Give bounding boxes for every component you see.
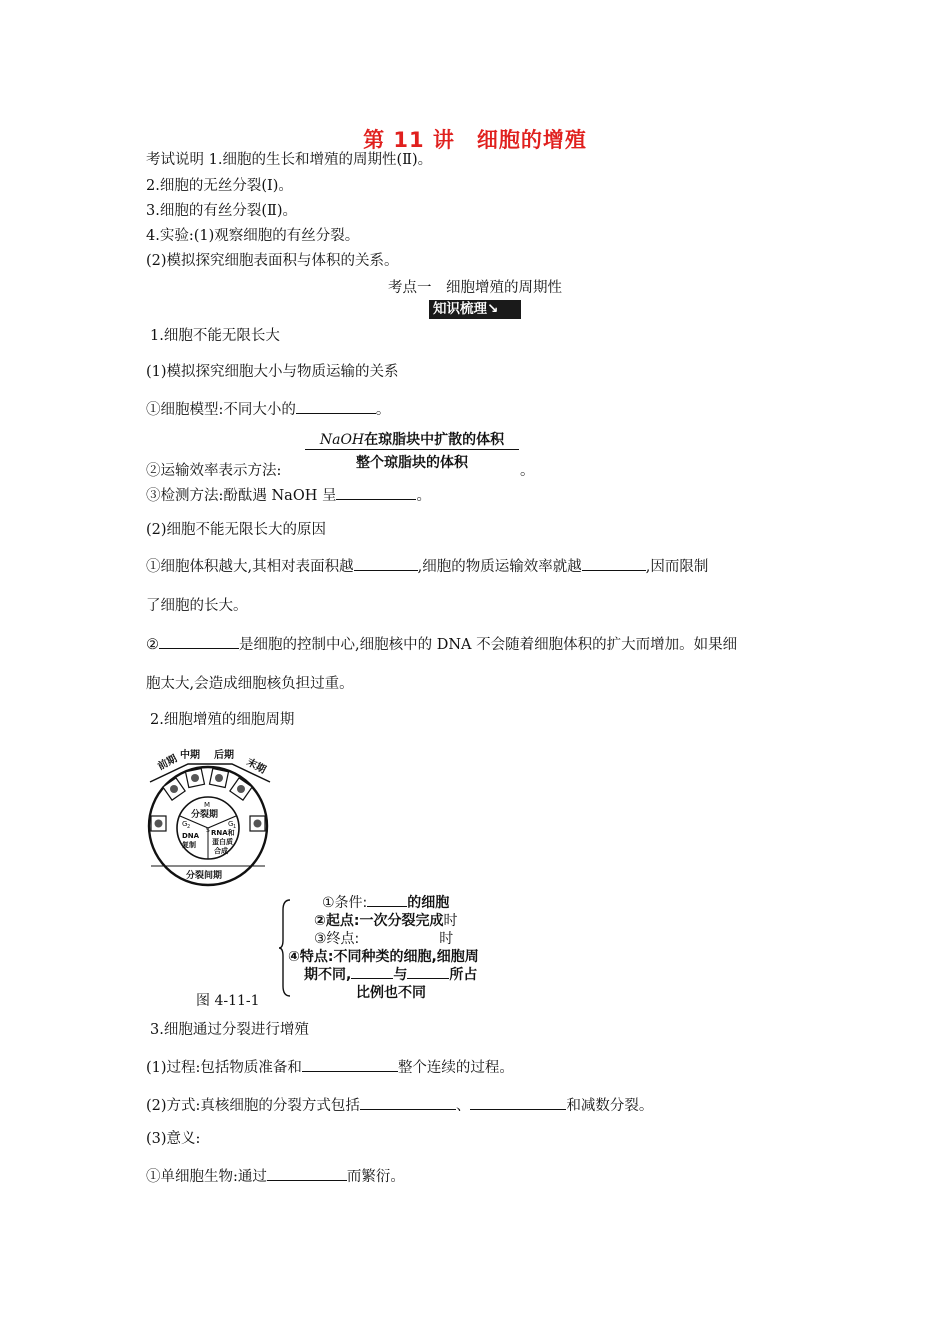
g1-label: G — [228, 820, 234, 828]
exam-line-2: 2.细胞的无丝分裂(Ⅰ)。 — [146, 178, 293, 194]
replication-label: 复制 — [182, 841, 196, 849]
reason2-continued: 胞太大,会造成细胞核负担过重。 — [146, 676, 354, 692]
process-line — [146, 1056, 514, 1078]
reason2 — [146, 633, 737, 655]
figure-label: 图 4-11-1 — [196, 993, 260, 1009]
reason1 — [146, 555, 708, 577]
item1-text: ①细胞模型:不同大小的 — [146, 402, 296, 418]
section1-heading: 1.细胞不能无限长大 — [150, 328, 280, 344]
fraction-denominator: 整个琼脂块的体积 — [356, 455, 468, 471]
section1-sub1: (1)模拟探究细胞大小与物质运输的关系 — [146, 364, 399, 380]
note-condition-b: 的细胞 — [407, 895, 450, 911]
fraction-numerator — [305, 429, 519, 449]
g2-subscript: 2 — [187, 824, 191, 830]
reason1-text-c: ,因而限制 — [645, 559, 709, 575]
section1-sub2: (2)细胞不能无限长大的原因 — [146, 522, 327, 538]
note-start-b: 时 — [443, 913, 458, 929]
section2-heading: 2.细胞增殖的细胞周期 — [150, 712, 295, 728]
method-line — [146, 1094, 653, 1116]
answer-blank[interactable] — [354, 555, 418, 571]
answer-blank[interactable] — [407, 965, 449, 979]
item3 — [146, 484, 431, 506]
note-condition — [322, 892, 449, 912]
meaning-item1-end: 而繁衍。 — [346, 1169, 405, 1185]
reason1-continued: 了细胞的长大。 — [146, 598, 248, 614]
lesson-title: 第 11 讲 细胞的增殖 — [363, 128, 587, 152]
knowledge-badge: 知识梳理↘ — [429, 300, 521, 319]
s-phase-label: S — [206, 827, 210, 834]
method-separator: 、 — [455, 1098, 471, 1114]
answer-blank[interactable] — [296, 398, 376, 414]
interphase-label: 分裂间期 — [186, 871, 223, 881]
m-phase-label: 分裂期 — [191, 810, 219, 820]
answer-blank[interactable] — [470, 1094, 566, 1110]
meaning-item1 — [146, 1165, 405, 1187]
dna-label: DNA — [182, 832, 200, 840]
section3-heading: 3.细胞通过分裂进行增殖 — [150, 1022, 309, 1038]
process-text: (1)过程:包括物质准备和 — [146, 1060, 302, 1076]
reason2-number: ② — [146, 637, 159, 653]
item1-end: 。 — [375, 402, 391, 418]
note-feature-c: 与 — [393, 967, 408, 983]
fraction-formula: NaOH — [319, 432, 365, 448]
m-phase-letter: M — [204, 801, 211, 809]
rna-label: RNA和 — [211, 829, 235, 837]
note-start-a: ②起点:一次分裂完成 — [314, 913, 444, 929]
note-feature-b: 期不同, — [304, 967, 352, 983]
protein-label: 蛋白质 — [212, 838, 233, 846]
item3-text: ③检测方法:酚酞遇 NaOH 呈 — [146, 488, 337, 504]
item3-end: 。 — [416, 488, 431, 504]
note-end-b: 时 — [439, 931, 454, 947]
g2-label: G — [182, 820, 188, 828]
meaning-heading: (3)意义: — [146, 1131, 201, 1147]
note-end-a: ③终点: — [314, 931, 360, 947]
answer-blank[interactable] — [360, 1094, 456, 1110]
note-condition-a: ①条件: — [322, 895, 368, 911]
telophase-label: 末期 — [244, 756, 268, 777]
answer-blank[interactable] — [336, 484, 416, 500]
answer-blank[interactable] — [582, 555, 646, 571]
note-feature: ④特点:不同种类的细胞,细胞周 — [288, 949, 479, 965]
note-feature-d: 所占 — [449, 967, 478, 983]
synthesis-label: 合成 — [214, 847, 228, 855]
note-feature-2 — [304, 964, 477, 984]
reason1-text-a: ①细胞体积越大,其相对表面积越 — [146, 559, 354, 575]
exam-line-4: 4.实验:(1)观察细胞的有丝分裂。 — [146, 228, 360, 244]
metaphase-label: 中期 — [180, 750, 200, 761]
reason2-text: 是细胞的控制中心,细胞核中的 DNA 不会随着细胞体积的扩大而增加。如果细 — [239, 637, 738, 653]
process-end: 整个连续的过程。 — [397, 1060, 514, 1076]
answer-blank[interactable] — [302, 1056, 398, 1072]
exam-line-1: 考试说明 1.细胞的生长和增殖的周期性(Ⅱ)。 — [146, 152, 433, 168]
item2: ②运输效率表示方法: — [146, 463, 282, 479]
method-end: 和减数分裂。 — [566, 1098, 654, 1114]
item1 — [146, 398, 390, 420]
answer-blank[interactable] — [267, 1165, 347, 1181]
method-text: (2)方式:真核细胞的分裂方式包括 — [146, 1098, 360, 1114]
g1-subscript: 1 — [233, 824, 237, 830]
reason1-text-b: ,细胞的物质运输效率就越 — [417, 559, 582, 575]
anaphase-label: 后期 — [214, 750, 234, 761]
answer-blank[interactable] — [159, 633, 239, 649]
note-feature-3: 比例也不同 — [356, 985, 426, 1001]
point-heading: 考点一 细胞增殖的周期性 — [388, 280, 562, 296]
exam-line-5: (2)模拟探究细胞表面积与体积的关系。 — [146, 253, 399, 269]
fraction-numerator-text: 在琼脂块中扩散的体积 — [364, 432, 505, 448]
exam-line-3: 3.细胞的有丝分裂(Ⅱ)。 — [146, 203, 298, 219]
prophase-label: 前期 — [156, 753, 180, 773]
cell-cycle-diagram — [140, 742, 280, 887]
meaning-item1-text: ①单细胞生物:通过 — [146, 1169, 267, 1185]
answer-blank[interactable] — [351, 965, 393, 979]
answer-blank[interactable] — [367, 893, 407, 907]
item2-end: 。 — [520, 463, 535, 479]
note-end — [314, 928, 453, 948]
efficiency-fraction — [305, 429, 519, 472]
note-start — [314, 910, 457, 930]
